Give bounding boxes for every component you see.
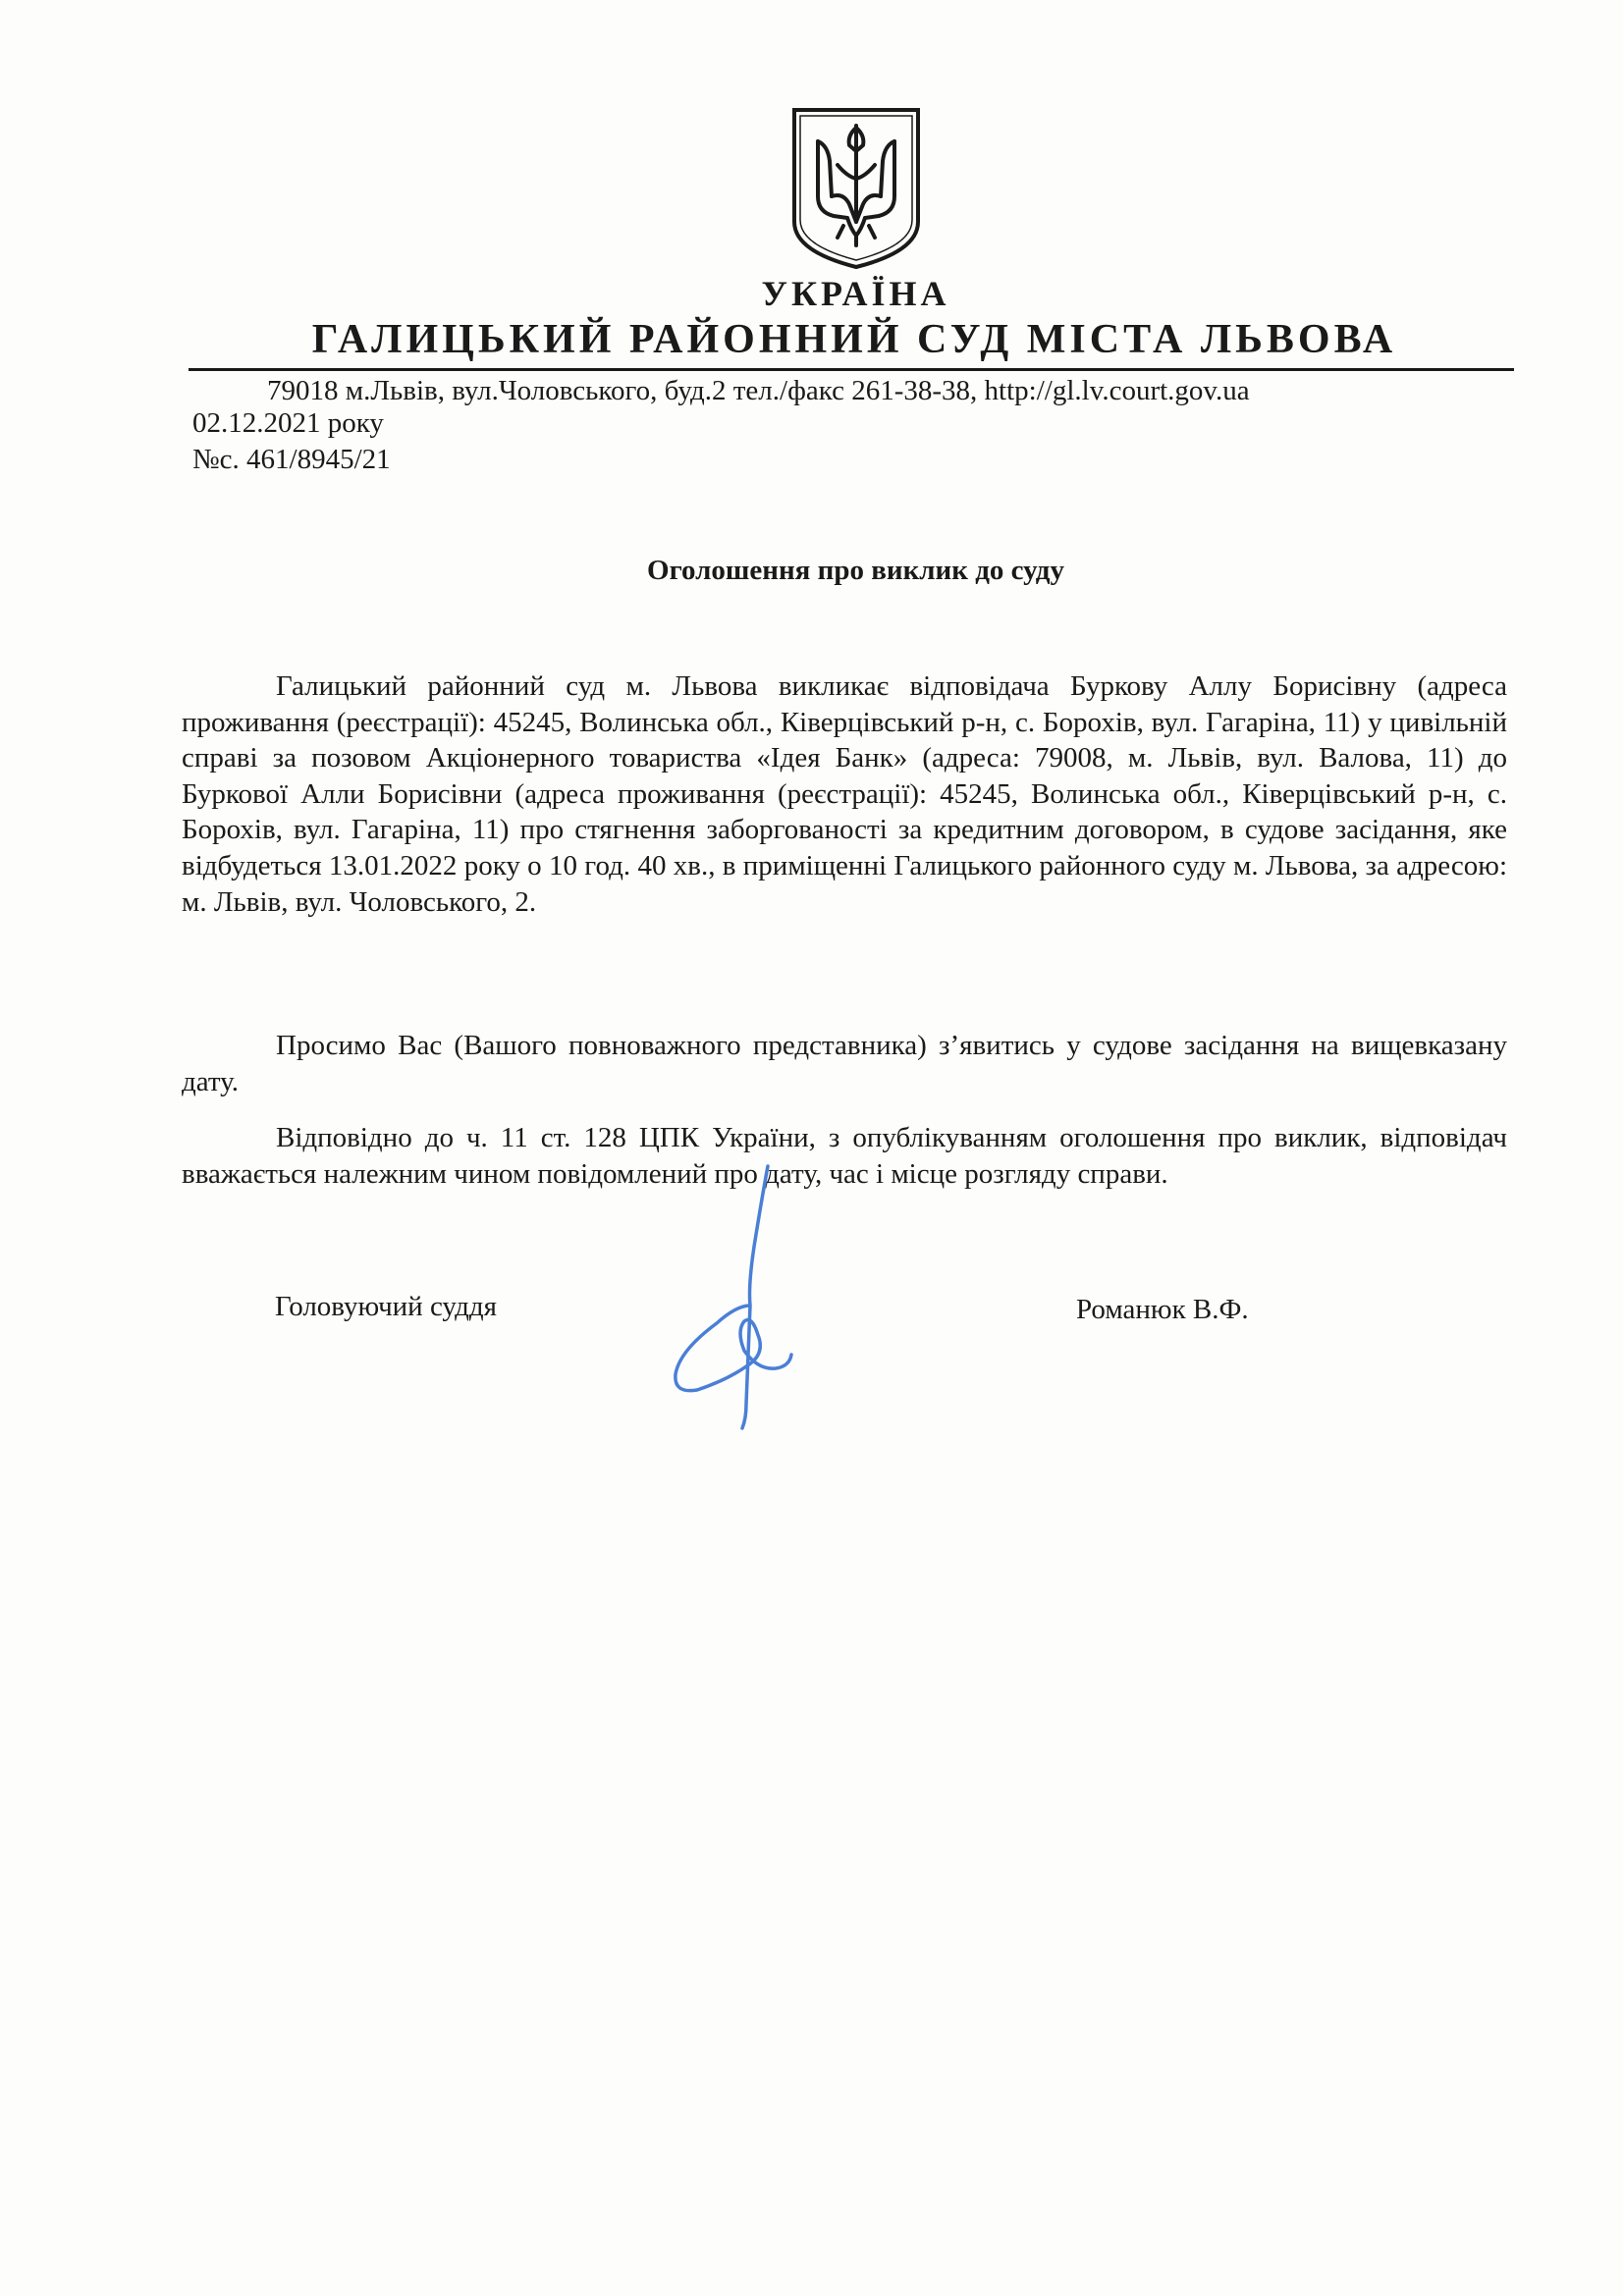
coat-of-arms-icon [790,106,922,271]
document-title: Оголошення про виклик до суду [647,555,1064,586]
request-paragraph: Просимо Вас (Вашого повноважного представника) з’явитись у судове засідання на вищевказану дату. [182,1030,1507,1097]
legal-notice-paragraph: Відповідно до ч. 11 ст. 128 ЦПК України, з опублікуванням оголошення про виклик, відповідач вважається належним чином повідомлений про дату, час і місце розгляду справи. [182,1122,1507,1190]
case-number: №с. 461/8945/21 [192,444,391,475]
country-name: УКРАЇНА [761,274,950,313]
header-divider [189,368,1514,371]
judge-name: Романюк В.Ф. [1076,1294,1249,1325]
court-name: ГАЛИЦЬКИЙ РАЙОННИЙ СУД МІСТА ЛЬВОВА [311,317,1397,362]
signatory-role: Головуючий суддя [275,1291,497,1322]
summons-paragraph: Галицький районний суд м. Львова викликає відповідача Буркову Аллу Борисівну (адреса проживання (реєстрації): 45245, Волинська обл., Ківерцівський р-н, с. Борохів, вул. Гагаріна, 11) у цивільній справі за позовом Акціонерного товариства «Ідея Банк» (адреса: 79008, м. Львів, вул. Валова, 11) до Буркової Алли Борисівни (адреса проживання (реєстрації): 45245, Волинська обл., Ківерцівський р-н, с. Борохів, вул. Гагаріна, 11) про стягнення заборгованості за кредитним договором, в судове засідання, яке відбудеться 13.01.2022 року о 10 год. 40 хв., в приміщенні Галицького районного суду м. Львова, за адресою: м. Львів, вул. Чоловського, 2. [182,670,1507,918]
court-contacts: 79018 м.Львів, вул.Чоловського, буд.2 тел./факс 261-38-38, http://gl.lv.court.gov.ua [267,375,1250,406]
handwritten-signature-icon [668,1158,795,1433]
document-date: 02.12.2021 року [192,407,384,439]
